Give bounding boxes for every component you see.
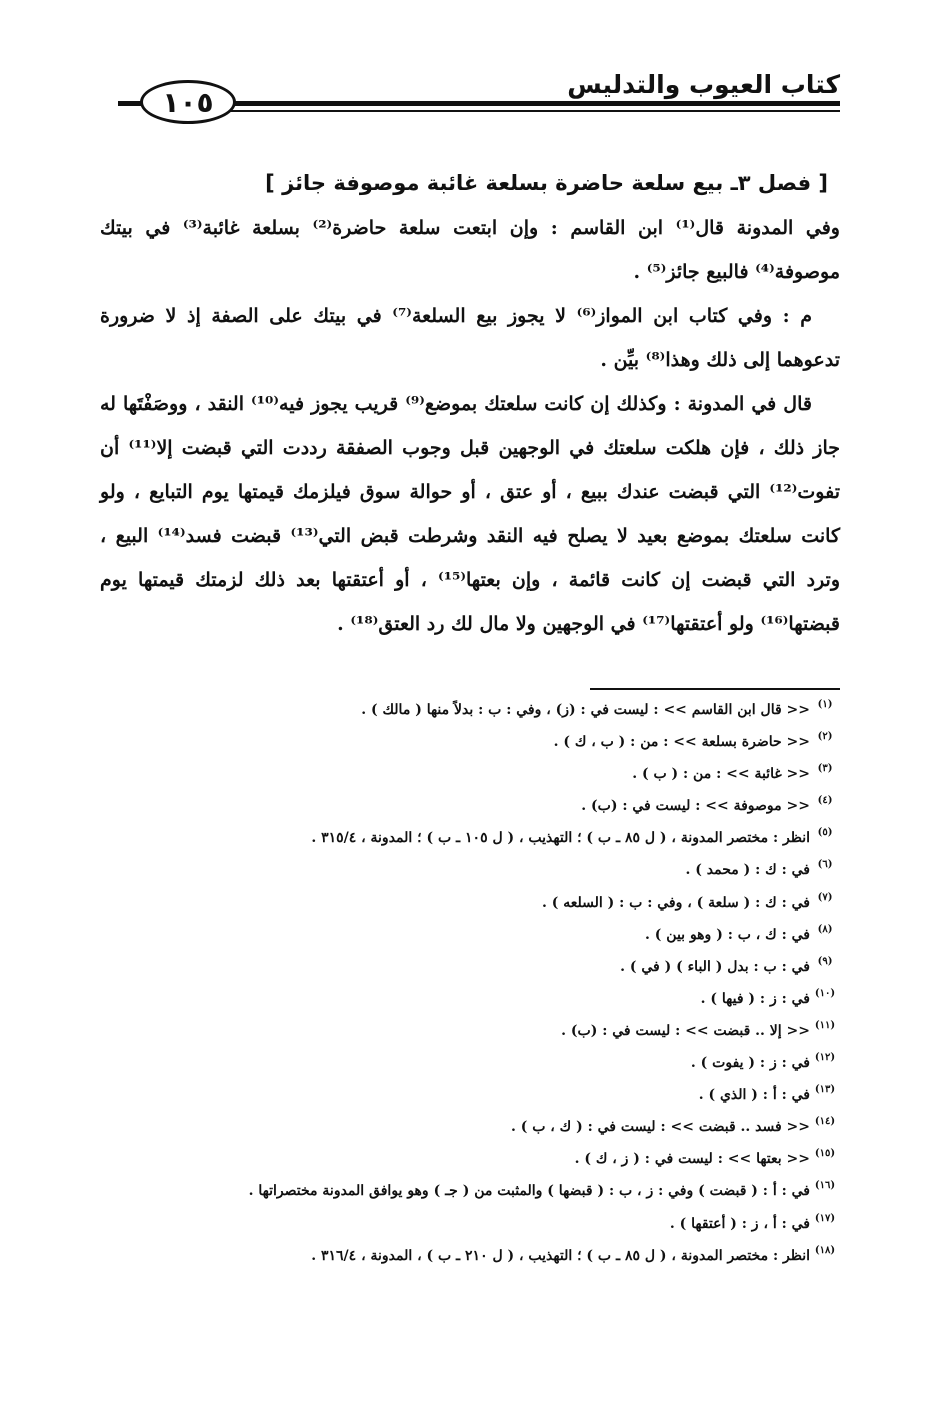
footnote: [150, 887, 840, 919]
footnote: [150, 1208, 840, 1240]
section-heading: [ فصل ٣ـ بيع سلعة حاضرة بسلعة غائبة موصوفة جائز ]: [265, 171, 828, 195]
footnote-text: انظر : مختصر المدونة ، ( ل ٨٥ ـ ب ) ؛ التهذيب ، ( ل ١٠٥ ـ ب ) ؛ المدونة ، ٣١٥/٤ .: [311, 830, 810, 847]
footnote-text: << موصوفة >> : ليست في : (ب) .: [581, 798, 810, 815]
footnotes-list: [150, 694, 840, 1272]
footnote-text: في : أ ، ز : ( أعتقها ) .: [669, 1215, 810, 1232]
footnote: [150, 983, 840, 1015]
footnote-text: في : ك ، ب : ( وهو بين ) .: [645, 926, 810, 943]
footnote-number: (١٧): [814, 1212, 836, 1224]
footnote: [150, 1143, 840, 1175]
footnote-text: << فسد .. قبضت >> : ليست في : ( ك ، ب ) .: [510, 1119, 810, 1136]
footnote-text: << قال ابن القاسم >> : ليست في : (ز) ، وفي : ب : بدلاً منها ( مالك ) .: [361, 702, 810, 718]
footnote: [150, 854, 840, 886]
footnote-text: في : أ : ( الذي ) .: [698, 1087, 810, 1104]
paragraph: وفي المدونة قال⁽¹⁾ ابن القاسم : وإن ابتعت سلعة حاضرة⁽²⁾ بسلعة غائبة⁽³⁾ في بيتك موصوفة⁽⁴⁾ فالبيع جائز⁽⁵⁾ .: [100, 217, 840, 283]
footnote: [150, 726, 840, 758]
footnote: [150, 919, 840, 951]
footnote-text: انظر : مختصر المدونة ، ( ل ٨٥ ـ ب ) ؛ التهذيب ، ( ل ٢١٠ ـ ب ) ، المدونة ، ٣١٦/٤ .: [311, 1247, 810, 1264]
footnote-number: (١): [817, 699, 833, 710]
header-rule-thin: [228, 110, 840, 112]
footnote-text: في : ز : ( فيها ) .: [700, 990, 810, 1007]
footnote-text: << إلا .. قبضت >> : ليست في : (ب) .: [561, 1022, 810, 1039]
footnote-text: << بعتها >> : ليست في : ( ز ، ك ) .: [574, 1151, 810, 1168]
book-title: كتاب العيوب والتدليس: [557, 70, 840, 100]
footnote-text: في : ك : ( محمد ) .: [685, 862, 810, 879]
footnote: [150, 822, 840, 854]
footnote: [150, 758, 840, 790]
footnote-separator: [590, 688, 840, 690]
footnote-number: (٣): [817, 763, 833, 775]
footnote-text: << غائبة >> : من : ( ب ) .: [632, 766, 810, 783]
footnote-text: في : أ : ( قبضت ) وفي : ز ، ب : ( قبضها ) والمثبت من ( جـ ) وهو يوافق المدونة مختصراتها .: [248, 1183, 810, 1200]
page-number: ١٠٥: [140, 80, 236, 124]
footnote-text: في : ك : ( سلعة ) ، وفي : ب : ( السلعه ) .: [541, 894, 810, 911]
footnote-text: في : ب : بدل ( الباء ) ( في ) .: [620, 958, 810, 975]
footnote: [150, 1240, 840, 1272]
footnote-number: (١١): [814, 1019, 836, 1031]
footnote: [150, 1175, 840, 1207]
footnote-number: (٥): [817, 827, 833, 839]
paragraph: م : وفي كتاب ابن المواز⁽⁶⁾ لا يجوز بيع السلعة⁽⁷⁾ في بيتك على الصفة إذ لا ضرورة تدعوهما إلى ذلك وهذا⁽⁸⁾ بيِّن .: [100, 305, 840, 371]
footnote-number: (٨): [817, 923, 833, 935]
paragraph: قال في المدونة : وكذلك إن كانت سلعتك بموضع⁽⁹⁾ قريب يجوز فيه⁽¹⁰⁾ النقد ، ووصَفْتَها له جاز ذلك ، فإن هلكت سلعتك في الوجهين قبل وجوب الصفقة رددت التي قبضت إلا⁽¹¹⁾ أن تفوت⁽¹²⁾ التي قبضت عندك ببيع ، أو عتق ، أو حوالة سوق فيلزمك قيمتها يوم التبايع ، ولو كانت سلعتك بموضع بعيد لا يصلح فيه النقد وشرطت قبض التي⁽¹³⁾ قبضت فسد⁽¹⁴⁾ البيع ، وترد التي قبضت إن كانت قائمة ، وإن بعتها⁽¹⁵⁾ ، أو أعتقتها بعد ذلك لزمتك قيمتها يوم قبضتها⁽¹⁶⁾ ولو أعتقتها⁽¹⁷⁾ في الوجهين ولا مال لك رد العتق⁽¹⁸⁾ .: [100, 393, 840, 635]
footnote: [150, 1111, 840, 1143]
footnote-number: (١٢): [814, 1052, 836, 1064]
footnote-number: (١٨): [814, 1244, 836, 1256]
footnote-number: (١٠): [814, 987, 836, 999]
footnote: [150, 694, 840, 726]
footnote-number: (٤): [817, 795, 833, 807]
footnote-text: في : ز : ( يفوت ) .: [690, 1055, 810, 1072]
footnote-number: (٩): [817, 955, 833, 967]
footnote-text: << حاضرة بسلعة >> : من : ( ب ، ك ) .: [553, 734, 810, 751]
footnote: [150, 1047, 840, 1079]
footnote-number: (١٣): [814, 1084, 836, 1096]
footnote: [150, 1015, 840, 1047]
footnote: [150, 790, 840, 822]
footnote-number: (١٤): [814, 1116, 836, 1128]
footnote-number: (٦): [817, 859, 833, 871]
main-text: [100, 160, 840, 646]
footnote: [150, 1079, 840, 1111]
footnote-number: (٢): [817, 731, 833, 743]
footnote-number: (١٦): [814, 1180, 836, 1192]
footnote-number: (٧): [817, 891, 833, 903]
footnote-number: (١٥): [814, 1148, 836, 1160]
page-header: [118, 70, 840, 130]
footnote: [150, 951, 840, 983]
